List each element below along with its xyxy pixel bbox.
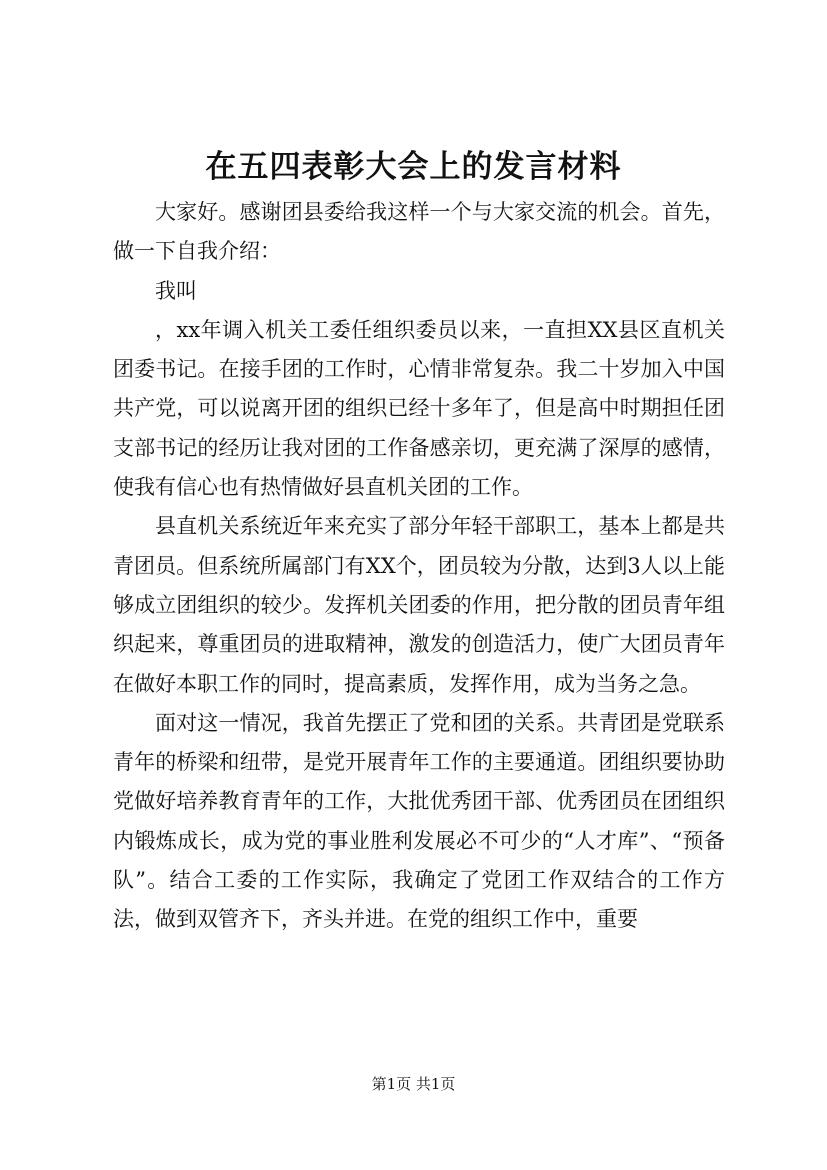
paragraph-greeting: 大家好。感谢团县委给我这样一个与大家交流的机会。首先，做一下自我介绍： [113,200,725,264]
paragraph-introduction: ，xx年调入机关工委任组织委员以来，一直担XX县区直机关团委书记。在接手团的工作时，心情非常复杂。我二十岁加入中国共产党，可以说离开团的组织已经十多年了，但是高中时期担任团支部书记的经历让我对团的工作备感亲切，更充满了深厚的感情，使我有信心也有热情做好县直机关团的工作。 [113,317,725,500]
paragraph-name: 我叫 [155,278,197,303]
page-footer: 第1页 共1页 [371,1075,456,1093]
paragraph-approach: 面对这一情况，我首先摆正了党和团的关系。共青团是党联系青年的桥梁和纽带，是党开展青年工作的主要通道。团组织要协助党做好培养教育青年的工作，大批优秀团干部、优秀团员在团组织内锻炼成长，成为党的事业胜利发展必不可少的“人才库”、“预备队”。结合工委的工作实际，我确定了党团工作双结合的工作方法，做到双管齐下，齐头并进。在党的组织工作中，重要 [113,710,725,932]
document-body [113,193,725,940]
document-title: 在五四表彰大会上的发言材料 [205,149,622,185]
paragraph-background: 县直机关系统近年来充实了部分年轻干部职工，基本上都是共青团员。但系统所属部门有XX个，团员较为分散，达到3人以上能够成立团组织的较少。发挥机关团委的作用，把分散的团员青年组织起来，尊重团员的进取精神，激发的创造活力，使广大团员青年在做好本职工作的同时，提高素质，发挥作用，成为当务之急。 [113,514,725,696]
